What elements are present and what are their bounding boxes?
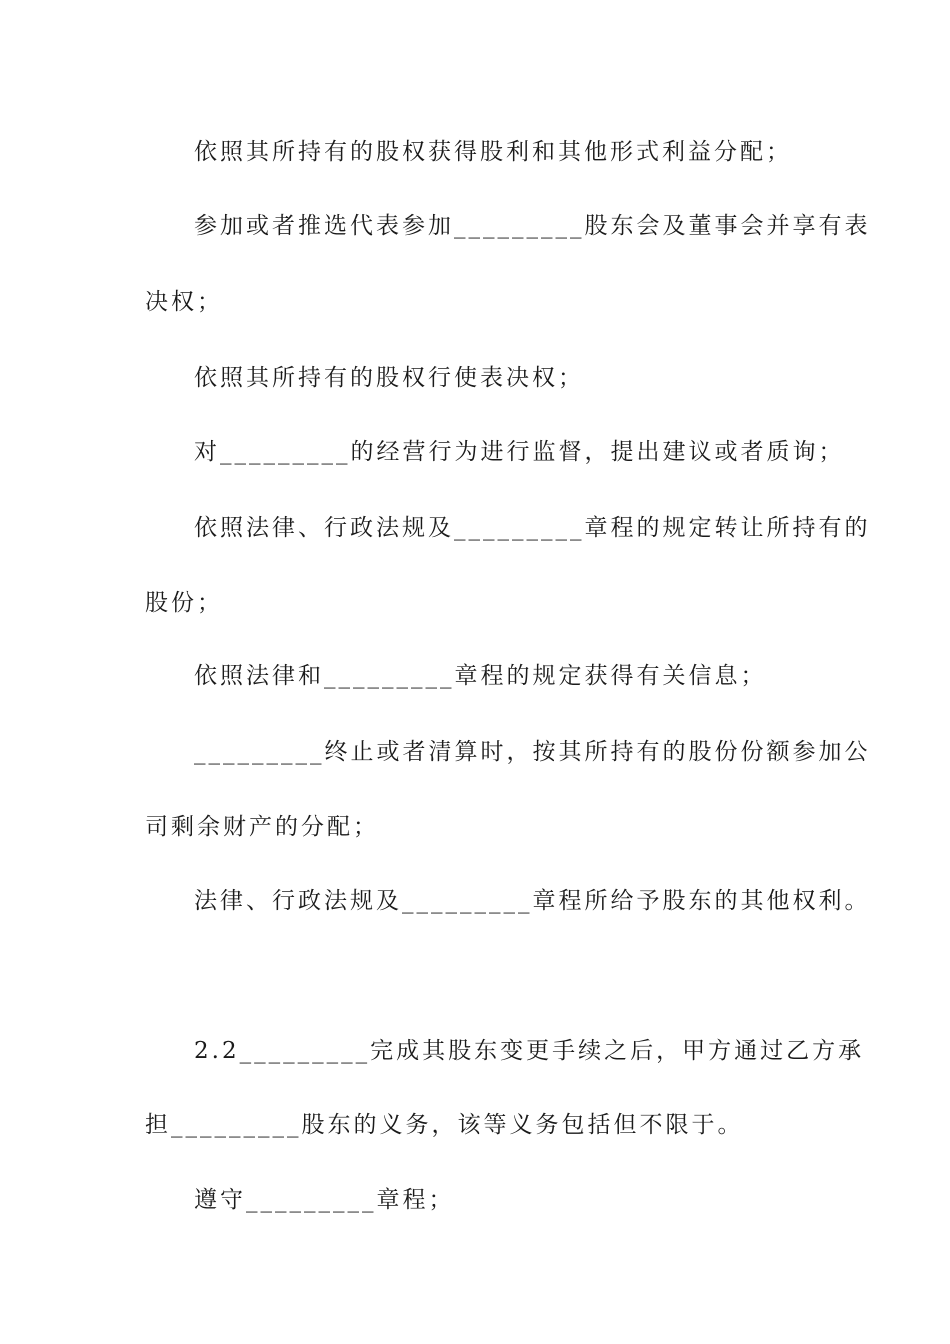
paragraph-line: 司剩余财产的分配；: [145, 814, 379, 840]
paragraph-line: _________终止或者清算时，按其所持有的股份份额参加公: [194, 739, 871, 765]
paragraph-line: 法律、行政法规及_________章程所给予股东的其他权利。: [194, 888, 871, 914]
paragraph-line: 依照法律、行政法规及_________章程的规定转让所持有的: [194, 515, 871, 541]
paragraph-line: 2.2_________完成其股东变更手续之后，甲方通过乙方承: [194, 1038, 865, 1064]
paragraph-line: 参加或者推选代表参加_________股东会及董事会并享有表: [194, 213, 871, 239]
paragraph-line: 股份；: [145, 590, 223, 616]
paragraph-line: 依照其所持有的股权获得股利和其他形式利益分配；: [194, 139, 792, 165]
paragraph-line: 遵守_________章程；: [194, 1187, 455, 1213]
paragraph-line: 对_________的经营行为进行监督，提出建议或者质询；: [194, 439, 845, 465]
paragraph-line: 担_________股东的义务，该等义务包括但不限于。: [145, 1112, 744, 1138]
paragraph-line: 决权；: [145, 289, 223, 315]
paragraph-line: 依照其所持有的股权行使表决权；: [194, 365, 584, 391]
paragraph-line: 依照法律和_________章程的规定获得有关信息；: [194, 663, 767, 689]
